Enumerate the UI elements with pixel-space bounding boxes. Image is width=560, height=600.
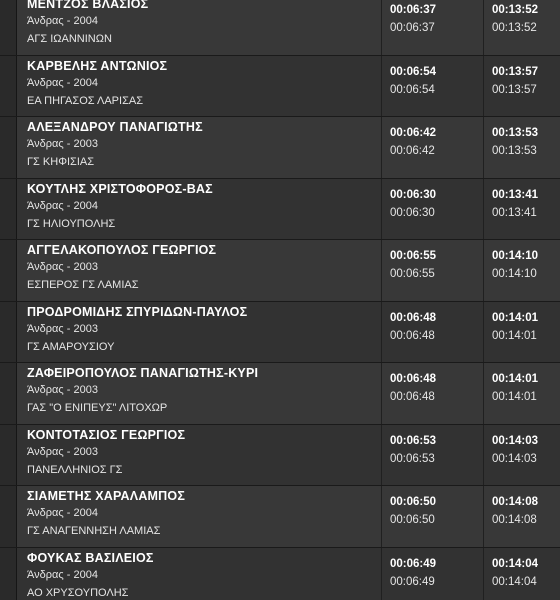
split-time-bold: 00:06:37 [390,4,437,16]
split-time-bold: 00:06:55 [390,250,437,262]
split-time-bold: 00:06:48 [390,311,437,324]
athlete-category: Άνδρας - 2004 [27,199,98,212]
split-time: 00:14:10 [492,268,537,280]
result-row[interactable] [0,363,560,425]
split-time: 00:14:01 [492,329,537,342]
split-time: 00:13:41 [492,206,537,219]
result-row[interactable] [0,117,560,179]
split-time: 00:14:01 [492,391,537,403]
athlete-cell [17,548,380,600]
athlete-cell [17,179,380,240]
result-row[interactable] [0,240,560,302]
athlete-category: Άνδρας - 2003 [27,384,98,396]
split-time-bold: 00:06:49 [390,557,437,570]
athlete-name[interactable]: ΚΑΡΒΕΛΗΣ ΑΝΤΩΝΙΟΣ [27,58,168,73]
row-marker-cell [0,425,17,486]
split-time-cell-2 [483,240,560,301]
split-time: 00:06:55 [390,268,435,280]
athlete-club: ΕΑ ΠΗΓΑΣΟΣ ΛΑΡΙΣΑΣ [27,94,144,107]
split-time-cell-1 [381,0,483,55]
split-time: 00:14:04 [492,575,537,588]
split-time-cell-2 [483,486,560,547]
athlete-name[interactable]: ΑΓΓΕΛΑΚΟΠΟΥΛΟΣ ΓΕΩΡΓΙΟΣ [27,243,217,257]
row-marker-cell [0,363,17,424]
athlete-club: ΓΑΣ "Ο ΕΝΙΠΕΥΣ" ΛΙΤΟΧΩΡ [27,402,168,414]
split-time-bold: 00:14:03 [492,434,539,447]
athlete-name[interactable]: ΠΡΟΔΡΟΜΙΔΗΣ ΣΠΥΡΙΔΩΝ-ΠΑΥΛΟΣ [27,304,248,319]
athlete-cell [17,240,380,301]
split-time: 00:14:08 [492,514,537,526]
split-time-bold: 00:14:01 [492,311,539,324]
split-time: 00:14:03 [492,452,537,465]
split-time-cell-1 [381,302,483,363]
split-time-bold: 00:13:53 [492,127,539,139]
split-time-bold: 00:14:10 [492,250,539,262]
split-time-bold: 00:14:08 [492,496,539,508]
result-row[interactable] [0,486,560,548]
athlete-category: Άνδρας - 2004 [27,76,98,89]
split-time-bold: 00:06:42 [390,127,437,139]
split-time-bold: 00:06:48 [390,373,437,385]
result-row[interactable] [0,0,560,56]
row-marker-cell [0,56,17,117]
athlete-club: ΓΣ ΚΗΦΙΣΙΑΣ [27,156,95,168]
athlete-club: ΕΣΠΕΡΟΣ ΓΣ ΛΑΜΙΑΣ [27,279,139,291]
split-time: 00:06:50 [390,514,435,526]
athlete-name[interactable]: ΑΛΕΞΑΝΔΡΟΥ ΠΑΝΑΓΙΩΤΗΣ [27,120,203,134]
split-time-cell-1 [381,179,483,240]
split-time-cell-1 [381,425,483,486]
athlete-cell [17,56,380,117]
split-time-cell-2 [483,0,560,55]
split-time-cell-1 [381,240,483,301]
athlete-category: Άνδρας - 2004 [27,507,98,519]
split-time: 00:06:48 [390,391,435,403]
result-row[interactable] [0,302,560,364]
athlete-cell [17,117,380,178]
split-time-cell-1 [381,56,483,117]
split-time: 00:06:48 [390,329,435,342]
athlete-name[interactable]: ΖΑΦΕΙΡΟΠΟΥΛΟΣ ΠΑΝΑΓΙΩΤΗΣ-ΚΥΡΙ [27,366,259,380]
row-marker-cell [0,179,17,240]
athlete-cell [17,363,380,424]
split-time-cell-2 [483,302,560,363]
athlete-category: Άνδρας - 2003 [27,322,98,335]
row-marker-cell [0,548,17,600]
split-time-cell-1 [381,486,483,547]
result-row[interactable] [0,56,560,118]
row-marker-cell [0,0,17,55]
athlete-cell [17,486,380,547]
split-time-bold: 00:06:54 [390,65,437,78]
split-time-cell-2 [483,56,560,117]
athlete-name[interactable]: ΣΙΑΜΕΤΗΣ ΧΑΡΑΛΑΜΠΟΣ [27,489,186,503]
row-marker-cell [0,486,17,547]
split-time-bold: 00:14:01 [492,373,539,385]
split-time: 00:06:42 [390,145,435,157]
split-time-bold: 00:06:50 [390,496,437,508]
athlete-name[interactable]: ΦΟΥΚΑΣ ΒΑΣΙΛΕΙΟΣ [27,550,154,565]
result-row[interactable] [0,548,560,600]
split-time-cell-2 [483,363,560,424]
result-row[interactable] [0,425,560,487]
athlete-category: Άνδρας - 2003 [27,445,98,458]
athlete-category: Άνδρας - 2003 [27,261,98,273]
athlete-club: ΓΣ ΑΝΑΓΕΝΝΗΣΗ ΛΑΜΙΑΣ [27,525,161,537]
athlete-category: Άνδρας - 2004 [27,568,98,581]
split-time-cell-2 [483,425,560,486]
result-row[interactable] [0,179,560,241]
split-time: 00:06:30 [390,206,435,219]
athlete-cell [17,0,380,55]
row-marker-cell [0,240,17,301]
athlete-club: ΠΑΝΕΛΛΗΝΙΟΣ ΓΣ [27,463,123,476]
split-time-bold: 00:13:57 [492,65,539,78]
split-time: 00:06:49 [390,575,435,588]
split-time-bold: 00:13:41 [492,188,539,201]
athlete-category: Άνδρας - 2003 [27,138,98,150]
split-time-bold: 00:13:52 [492,4,539,16]
split-time-cell-1 [381,548,483,600]
split-time: 00:06:37 [390,22,435,34]
split-time-cell-2 [483,179,560,240]
athlete-club: ΑΟ ΧΡΥΣΟΥΠΟΛΗΣ [27,586,129,599]
athlete-name[interactable]: ΚΟΥΤΛΗΣ ΧΡΙΣΤΟΦΟΡΟΣ-ΒΑΣ [27,181,213,196]
split-time: 00:13:57 [492,83,537,96]
split-time-cell-1 [381,117,483,178]
split-time-bold: 00:06:53 [390,434,437,447]
athlete-name[interactable]: ΜΕΝΤΖΟΣ ΒΛΑΣΙΟΣ [27,0,149,11]
split-time-bold: 00:14:04 [492,557,539,570]
split-time-cell-2 [483,548,560,600]
row-marker-cell [0,302,17,363]
split-time: 00:06:54 [390,83,435,96]
athlete-club: ΓΣ ΑΜΑΡΟΥΣΙΟΥ [27,340,115,353]
athlete-name[interactable]: ΚΟΝΤΟΤΑΣΙΟΣ ΓΕΩΡΓΙΟΣ [27,427,186,442]
athlete-club: ΑΓΣ ΙΩΑΝΝΙΝΩΝ [27,33,112,45]
athlete-cell [17,425,380,486]
split-time: 00:13:52 [492,22,537,34]
split-time-cell-2 [483,117,560,178]
row-marker-cell [0,117,17,178]
split-time: 00:13:53 [492,145,537,157]
athlete-cell [17,302,380,363]
split-time: 00:06:53 [390,452,435,465]
athlete-category: Άνδρας - 2004 [27,15,98,27]
athlete-club: ΓΣ ΗΛΙΟΥΠΟΛΗΣ [27,217,116,230]
split-time-cell-1 [381,363,483,424]
split-time-bold: 00:06:30 [390,188,437,201]
